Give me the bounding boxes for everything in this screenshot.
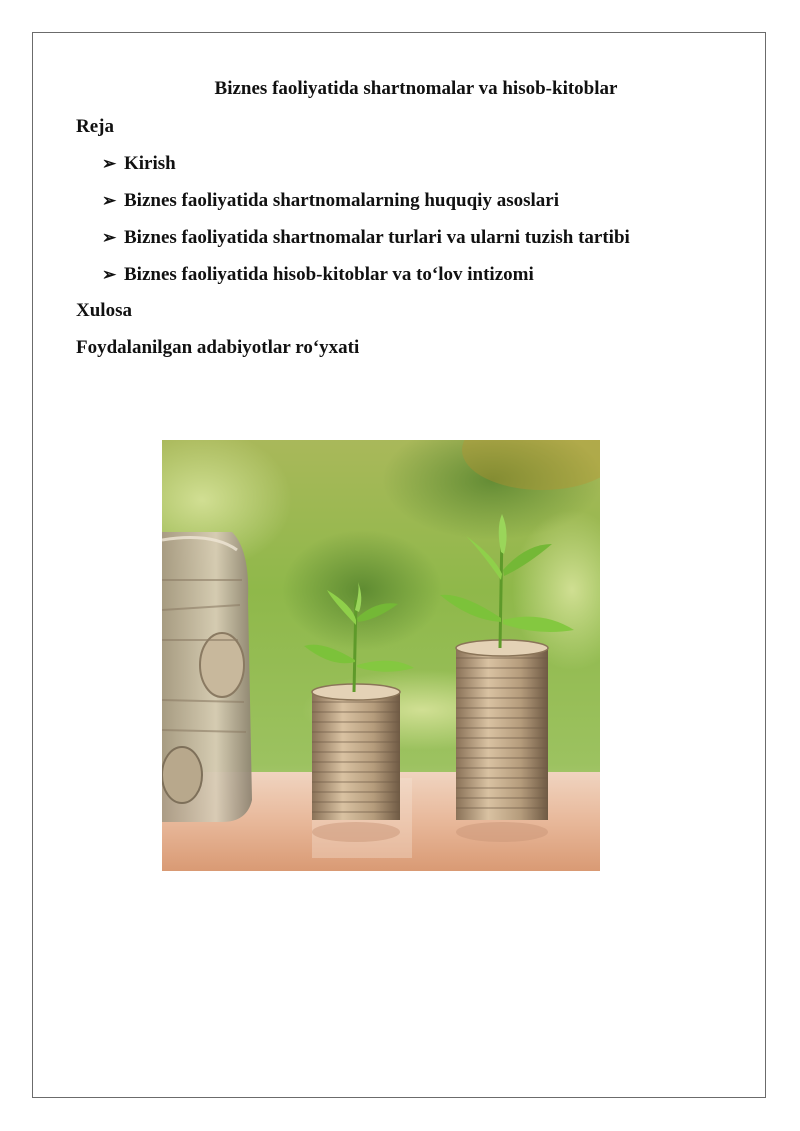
coins-seedlings-photo: [162, 440, 600, 871]
conclusion-heading: Xulosa: [76, 300, 132, 321]
coin-jar: [162, 532, 252, 822]
arrowhead-bullet-icon: ➢: [102, 191, 117, 210]
plan-item-label: Biznes faoliyatida hisob-kitoblar va to‘lov intizomi: [124, 264, 534, 285]
references-heading: Foydalanilgan adabiyotlar ro‘yxati: [76, 337, 360, 358]
plan-item-label: Biznes faoliyatida shartnomalar turlari va ularni tuzish tartibi: [124, 227, 630, 248]
plan-list: [102, 152, 630, 300]
arrowhead-bullet-icon: ➢: [102, 228, 117, 247]
arrowhead-bullet-icon: ➢: [102, 154, 117, 173]
plan-item-label: Kirish: [124, 153, 176, 174]
plan-item: [102, 189, 630, 226]
plan-heading: Reja: [76, 116, 114, 137]
plan-item: [102, 263, 630, 300]
document-title: Biznes faoliyatida shartnomalar va hisob-kitoblar: [214, 78, 618, 99]
plan-item-label: Biznes faoliyatida shartnomalarning huquqiy asoslari: [124, 190, 559, 211]
arrowhead-bullet-icon: ➢: [102, 265, 117, 284]
plan-item: [102, 152, 630, 189]
plan-item: [102, 226, 630, 263]
